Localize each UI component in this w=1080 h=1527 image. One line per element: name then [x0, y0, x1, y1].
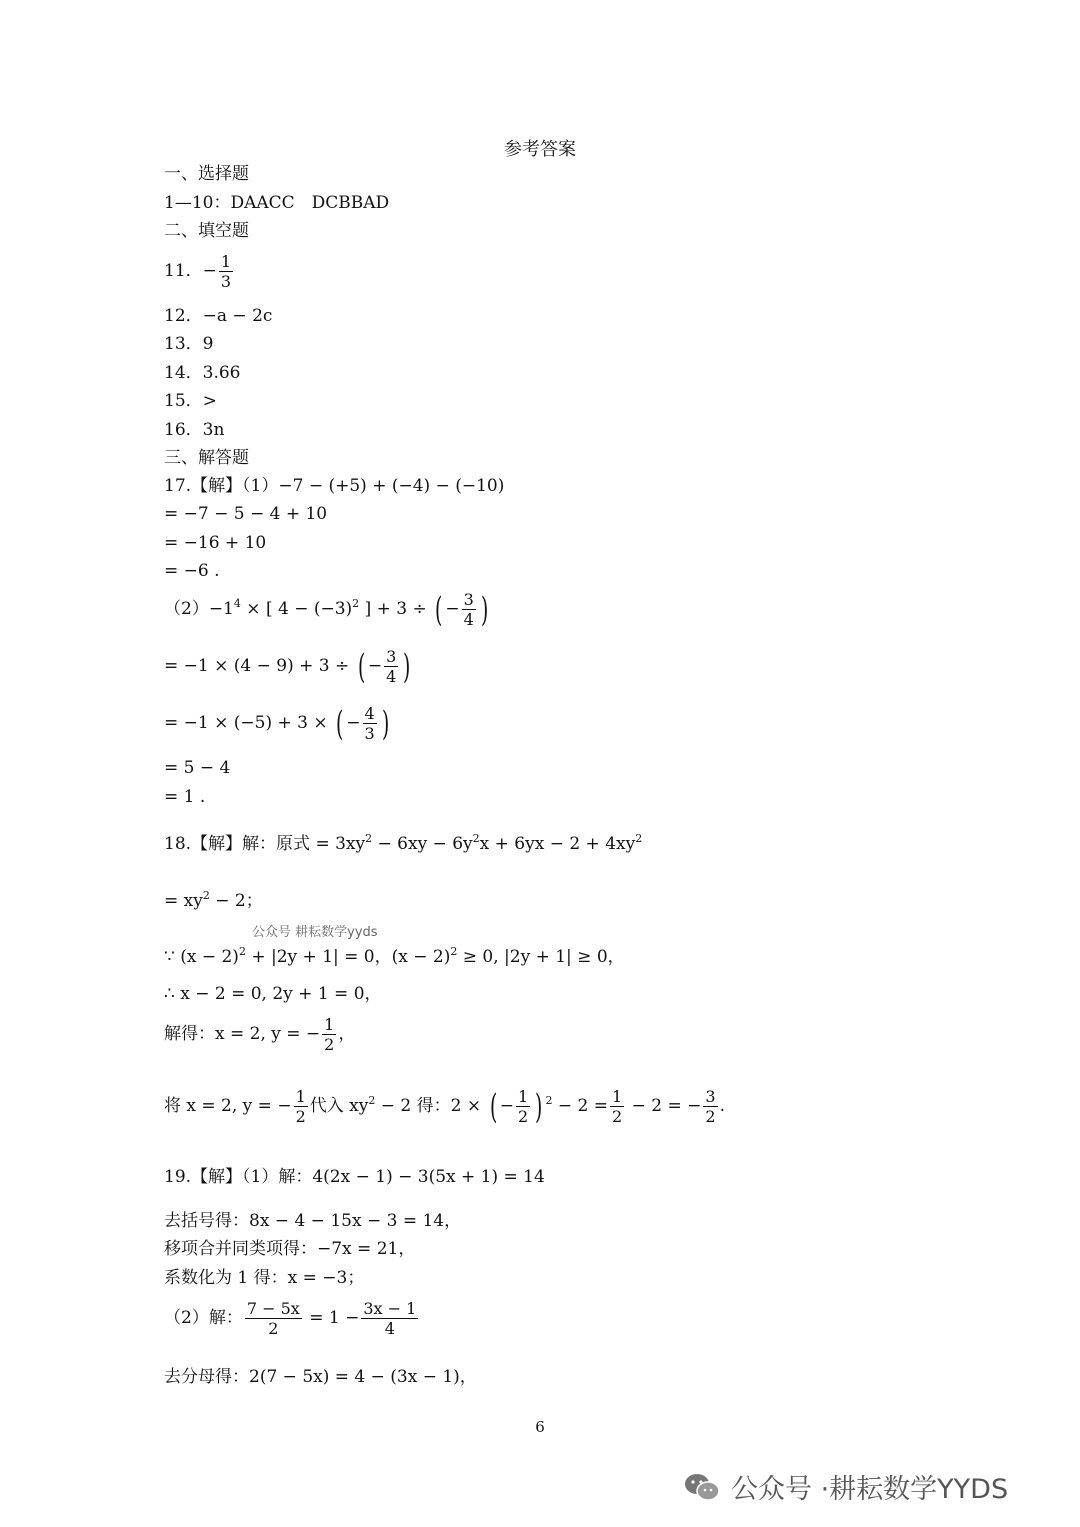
- q18-l1-exp-2: 2: [472, 832, 480, 845]
- q17-line-8: = 5 − 4: [164, 758, 231, 778]
- q17-line-4: = −6 .: [164, 561, 220, 581]
- q18-l3-c: ≥ 0, |2y + 1| ≥ 0，: [457, 947, 625, 967]
- q18-l6-f: .: [719, 1096, 725, 1116]
- section-heading-choice: 一、选择题: [164, 164, 249, 184]
- footer-separator: 公众号 ·: [731, 1474, 830, 1505]
- q18-l1-exp-1: 2: [365, 832, 373, 845]
- q18-l5-a: 解得：x = 2, y = −: [164, 1024, 321, 1044]
- answer-11-denominator: 3: [220, 272, 232, 291]
- q18-l6-b: 代入 xy: [309, 1096, 369, 1116]
- q18-l5-numerator: 1: [324, 1015, 335, 1034]
- section-heading-solve: 三、解答题: [164, 448, 249, 468]
- left-paren: (: [489, 1086, 497, 1127]
- q17-l5-numerator: 3: [463, 590, 474, 609]
- answer-14: 14．3.66: [164, 363, 241, 383]
- q18-l3-a: ∵ (x − 2): [164, 947, 239, 967]
- section-heading-fill: 二、填空题: [164, 221, 249, 241]
- right-paren: ): [381, 703, 389, 744]
- footer-brand-name: 耕耘数学YYDS: [829, 1474, 1009, 1505]
- q18-line-2: [164, 885, 263, 912]
- q19-l5-a: （2）解：: [164, 1308, 243, 1328]
- page-title: 参考答案: [504, 139, 576, 160]
- q18-l6-a: 将 x = 2, y = −: [164, 1096, 292, 1116]
- q18-l6-c: − 2 得：2 ×: [375, 1096, 482, 1116]
- watermark: 公众号 耕耘数学yyds: [252, 925, 378, 940]
- q17-l5-c: ] + 3 ÷: [359, 599, 427, 619]
- page-number: 6: [535, 1418, 545, 1436]
- q18-l6-denominator-4: 2: [705, 1107, 716, 1126]
- q19-l5-numerator-2: 3x − 1: [363, 1299, 417, 1318]
- q18-line-4: ∴ x − 2 = 0, 2y + 1 = 0，: [164, 984, 382, 1004]
- q17-l6-denominator: 4: [386, 667, 397, 686]
- q18-line-1: [164, 828, 642, 855]
- q19-line-3: 移项合并同类项得：−7x = 21，: [164, 1239, 416, 1259]
- q17-line-1: 17.【解】（1）−7 − (+5) + (−4) − (−10): [164, 476, 505, 496]
- answer-11-prefix: 11．−: [164, 261, 217, 281]
- q17-l5-denominator: 4: [463, 610, 474, 629]
- q17-l6-fraction: [384, 647, 398, 686]
- right-paren: ): [480, 589, 489, 630]
- answer-16: 16．3n: [164, 420, 225, 440]
- q17-line-6: = −1 × (4 − 9) + 3 ÷ ( − $\frac{3}{4}$ ): [164, 646, 411, 687]
- answer-11: [164, 252, 235, 291]
- q18-l5-fraction: [322, 1015, 336, 1054]
- wechat-icon: [683, 1472, 721, 1502]
- q18-l6-denominator-1: 2: [295, 1107, 306, 1126]
- answer-11-numerator: 1: [220, 252, 232, 271]
- q17-line-7: = −1 × (−5) + 3 × ( − $\frac{4}{3}$ ): [164, 703, 389, 744]
- q17-line-9: = 1 .: [164, 787, 206, 807]
- q19-line-2: 去括号得：8x − 4 − 15x − 3 = 14，: [164, 1211, 462, 1231]
- q17-l6-numerator: 3: [386, 647, 397, 666]
- q19-line-6: 去分母得：2(7 − 5x) = 4 − (3x − 1)，: [164, 1367, 477, 1387]
- choice-answers: 1—10：DAACC DCBBAD: [164, 193, 390, 213]
- q18-l6-fraction-3: [610, 1087, 624, 1126]
- q18-line-3: [164, 941, 625, 968]
- left-paren: (: [357, 646, 365, 687]
- q18-l5-b: ，: [338, 1024, 356, 1044]
- q18-l6-fraction-2: [516, 1087, 530, 1126]
- q18-l2-exp: 2: [202, 889, 210, 902]
- q18-line-6: 将 x = 2, y = − $\frac{1}{2}$ 代入 $xy^2 - 2$ 得：2 × ( − $\frac{1}{2}$ ) $^2$ − 2 = $\frac{1}{2}$ − 2 = − $\frac{3}{2}$ .: [164, 1086, 725, 1127]
- q18-l3-exp-2: 2: [450, 945, 458, 958]
- answer-11-fraction: [219, 252, 233, 291]
- right-paren: ): [535, 1086, 543, 1127]
- q17-l5-fraction: [462, 590, 476, 629]
- q19-l5-numerator-1: 7 − 5x: [246, 1299, 300, 1318]
- q17-line-2: = −7 − 5 − 4 + 10: [164, 504, 328, 524]
- q18-line-5: [164, 1015, 355, 1054]
- q18-l1-a: 18.【解】解：原式 = 3xy: [164, 834, 366, 854]
- q19-line-4: 系数化为 1 得：x = −3；: [164, 1268, 365, 1288]
- q17-l7-denominator: 3: [364, 724, 375, 743]
- q17-l7-fraction: [363, 704, 377, 743]
- left-paren: (: [435, 589, 443, 630]
- q18-l6-fraction-4: [703, 1087, 717, 1126]
- footer-brand: [683, 1467, 1008, 1506]
- answer-15: 15．>: [164, 391, 217, 411]
- q18-l3-b: + |2y + 1| = 0，(x − 2): [245, 947, 451, 967]
- q18-l1-exp-3: 2: [635, 832, 643, 845]
- q18-l6-denominator-3: 2: [612, 1107, 623, 1126]
- q18-l6-e: − 2 = −: [626, 1096, 702, 1116]
- q17-l5-a: （2）−1: [164, 599, 234, 619]
- q17-l5-exponent-2: 2: [352, 597, 360, 610]
- q17-line-5: $(2)-1^4$ × [ $4 - (-3)^2$ ] + 3 ÷ ( − $\frac{3}{4}$ ): [164, 589, 489, 630]
- q19-l5-denominator-1: 2: [245, 1318, 302, 1338]
- q18-l6-numerator-2: 1: [518, 1087, 529, 1106]
- q18-l6-exp-1: 2: [368, 1094, 376, 1107]
- answer-13: 13．9: [164, 334, 214, 354]
- q18-l6-numerator-4: 3: [705, 1087, 716, 1106]
- q19-l5-denominator-2: 4: [361, 1318, 418, 1338]
- q18-l5-denominator: 2: [324, 1035, 335, 1054]
- left-paren: (: [336, 703, 344, 744]
- q18-l3-exp-1: 2: [238, 945, 246, 958]
- q18-l6-numerator-3: 1: [612, 1087, 623, 1106]
- q17-l5-exponent: 4: [233, 597, 241, 610]
- q17-line-3: = −16 + 10: [164, 533, 267, 553]
- q18-l6-denominator-2: 2: [518, 1107, 529, 1126]
- q18-l6-d: − 2 =: [552, 1096, 609, 1116]
- q19-l5-fraction-2: [361, 1299, 418, 1338]
- q18-l6-numerator-1: 1: [295, 1087, 306, 1106]
- q17-l7-numerator: 4: [364, 704, 375, 723]
- q17-l6-a: = −1 × (4 − 9) + 3 ÷: [164, 656, 350, 676]
- q19-line-1: 19.【解】（1）解：4(2x − 1) − 3(5x + 1) = 14: [164, 1167, 545, 1187]
- q18-l2-b: − 2；: [209, 891, 263, 911]
- q18-l2-a: = xy: [164, 891, 203, 911]
- q17-l7-a: = −1 × (−5) + 3 ×: [164, 713, 328, 733]
- right-paren: ): [403, 646, 411, 687]
- q19-l5-b: = 1 −: [303, 1308, 360, 1328]
- q18-l1-c: x + 6yx − 2 + 4xy: [479, 834, 636, 854]
- q18-l1-b: − 6xy − 6y: [372, 834, 473, 854]
- q18-l6-fraction-1: [294, 1087, 308, 1126]
- answer-12: 12．−a − 2c: [164, 306, 273, 326]
- q17-l5-b: × [ 4 − (−3): [240, 599, 353, 619]
- q19-line-5: [164, 1299, 420, 1338]
- q19-l5-fraction-1: [245, 1299, 302, 1338]
- q18-l6-exp-2: 2: [545, 1094, 553, 1107]
